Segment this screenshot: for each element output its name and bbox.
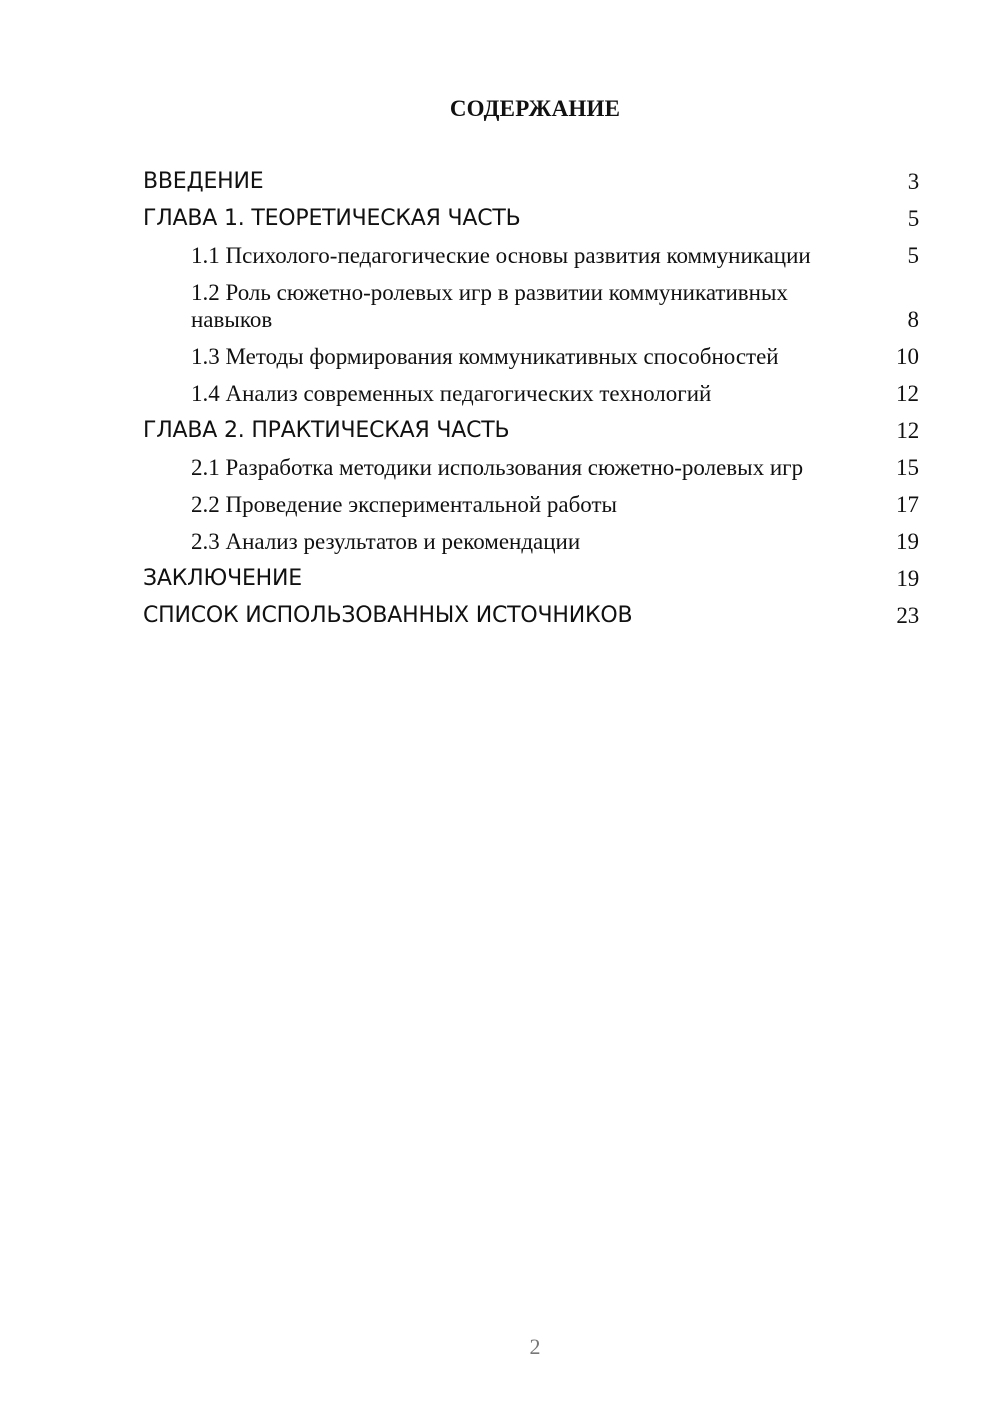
toc-subentry-page: 8 (907, 307, 919, 332)
toc-entry[interactable] (143, 602, 919, 629)
toc-subentry-page: 17 (896, 492, 919, 517)
toc-entry-title: ЗАКЛЮЧЕНИЕ (143, 566, 302, 591)
toc-subentry-title: 2.1 Разработка методики использования сюжетно-ролевых игр (191, 455, 804, 480)
toc-subentry-page: 5 (907, 243, 919, 268)
toc-subentry-title: 1.3 Методы формирования коммуникативных способностей (191, 344, 779, 369)
toc-entry[interactable] (143, 565, 919, 592)
toc-subentry[interactable] (143, 242, 919, 269)
toc-subentry-page: 12 (896, 381, 919, 406)
page-number: 2 (529, 1334, 541, 1359)
toc-entry-page: 19 (896, 566, 919, 591)
toc-subentry-title: 1.4 Анализ современных педагогических технологий (191, 381, 712, 406)
toc-subentry[interactable] (143, 380, 919, 407)
toc-entry-page: 12 (896, 418, 919, 443)
toc-subentry-title: 2.2 Проведение экспериментальной работы (191, 492, 617, 517)
toc-subentry-page: 19 (896, 529, 919, 554)
toc-entry-page: 3 (907, 169, 919, 194)
toc-entry-title: ВВЕДЕНИЕ (143, 169, 264, 194)
toc-entry-title: ГЛАВА 1. ТЕОРЕТИЧЕСКАЯ ЧАСТЬ (143, 206, 521, 231)
toc-subentry-page: 15 (896, 455, 919, 480)
toc-subentry[interactable] (143, 279, 919, 333)
toc-entry[interactable] (143, 205, 919, 232)
toc-entry-title: СПИСОК ИСПОЛЬЗОВАННЫХ ИСТОЧНИКОВ (143, 603, 633, 628)
table-of-contents (143, 168, 919, 639)
toc-entry[interactable] (143, 168, 919, 195)
toc-subentry[interactable] (143, 528, 919, 555)
page-title: СОДЕРЖАНИЕ (449, 96, 621, 121)
toc-entry-page: 5 (907, 206, 919, 231)
toc-subentry-title: 1.2 Роль сюжетно-ролевых игр в развитии коммуникативных навыков (191, 280, 788, 332)
toc-subentry-page: 10 (896, 344, 919, 369)
toc-subentry[interactable] (143, 454, 919, 481)
toc-subentry[interactable] (143, 343, 919, 370)
toc-entry-page: 23 (896, 603, 919, 628)
toc-entry-title: ГЛАВА 2. ПРАКТИЧЕСКАЯ ЧАСТЬ (143, 418, 510, 443)
toc-entry[interactable] (143, 417, 919, 444)
toc-subentry[interactable] (143, 491, 919, 518)
toc-subentry-title: 2.3 Анализ результатов и рекомендации (191, 529, 581, 554)
toc-subentry-title: 1.1 Психолого-педагогические основы развития коммуникации (191, 243, 811, 268)
